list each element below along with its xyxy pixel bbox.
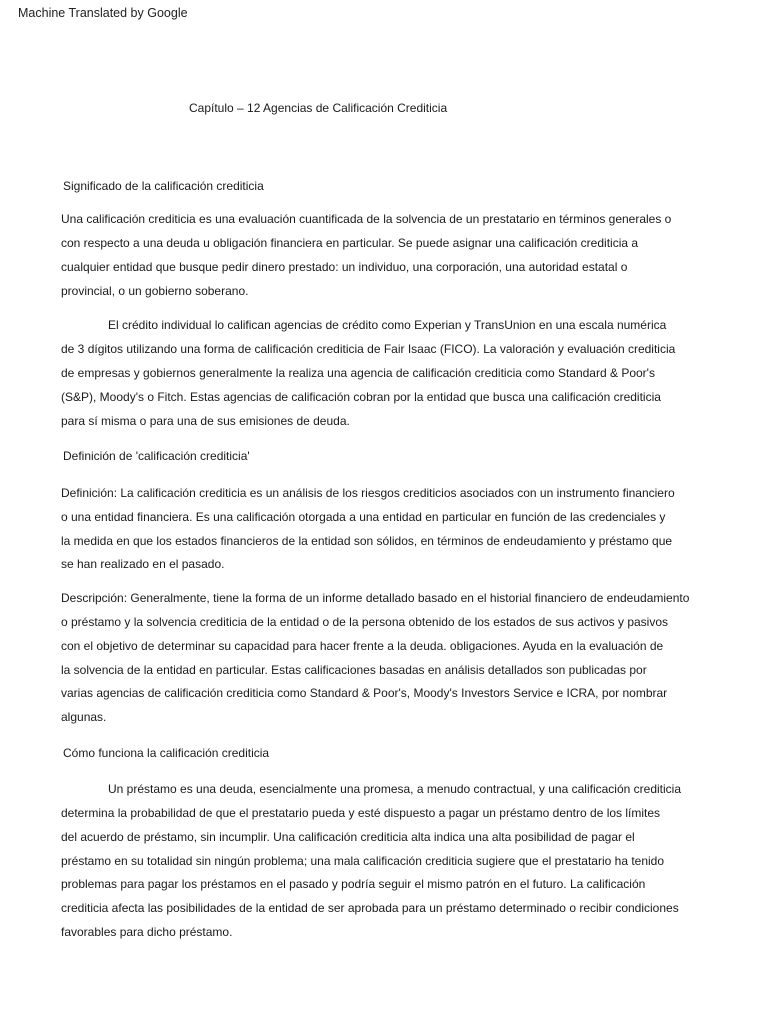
paragraph-line: se han realizado en el pasado.: [61, 557, 225, 571]
paragraph-line: Una calificación crediticia es una evaluación cuantificada de la solvencia de un prestatario en términos generales o: [61, 212, 672, 226]
paragraph-line: varias agencias de calificación crediticia como Standard & Poor's, Moody's Investors Service e ICRA, por nombrar: [61, 686, 668, 700]
paragraph-line: Definición: La calificación crediticia es un análisis de los riesgos crediticios asociados con un instrumento financiero: [61, 486, 675, 500]
paragraph-line: favorables para dicho préstamo.: [61, 925, 233, 939]
paragraph-line: la medida en que los estados financieros de la entidad son sólidos, en términos de endeudamiento y préstamo que: [61, 534, 673, 548]
section-heading-meaning: Significado de la calificación crediticia: [63, 179, 264, 193]
paragraph-line: provincial, o un gobierno soberano.: [61, 284, 249, 298]
paragraph-line: de 3 dígitos utilizando una forma de calificación crediticia de Fair Isaac (FICO). La valoración y evaluación crediticia: [61, 342, 676, 356]
chapter-title: Capítulo – 12 Agencias de Calificación Crediticia: [189, 101, 448, 115]
section-heading-how-it-works: Cómo funciona la calificación crediticia: [63, 746, 270, 760]
paragraph-line: Un préstamo es una deuda, esencialmente una promesa, a menudo contractual, y una calificación crediticia: [108, 782, 681, 796]
paragraph-line: El crédito individual lo califican agencias de crédito como Experian y TransUnion en una escala numérica: [108, 318, 667, 332]
paragraph-line: con respecto a una deuda u obligación financiera en particular. Se puede asignar una calificación crediticia a: [61, 236, 639, 250]
paragraph-line: de empresas y gobiernos generalmente la realiza una agencia de calificación crediticia como Standard & Poor's: [61, 366, 655, 380]
paragraph-line: préstamo en su totalidad sin ningún problema; una mala calificación crediticia sugiere que el prestatario ha tenido: [61, 854, 665, 868]
paragraph-line: o una entidad financiera. Es una calificación otorgada a una entidad en particular en función de las credenciales y: [61, 510, 666, 524]
paragraph-line: con el objetivo de determinar su capacidad para hacer frente a la deuda. obligaciones. Ayuda en la evaluación de: [61, 639, 664, 653]
paragraph-line: determina la probabilidad de que el prestatario pueda y esté dispuesto a pagar un préstamo dentro de los límites: [61, 806, 661, 820]
paragraph-line: del acuerdo de préstamo, sin incumplir. Una calificación crediticia alta indica una alta posibilidad de pagar el: [61, 830, 635, 844]
paragraph-line: cualquier entidad que busque pedir dinero prestado: un individuo, una corporación, una autoridad estatal o: [61, 260, 628, 274]
machine-translation-banner: Machine Translated by Google: [18, 6, 188, 20]
paragraph-line: problemas para pagar los préstamos en el pasado y podría seguir el mismo patrón en el futuro. La calificación: [61, 877, 646, 891]
paragraph-line: algunas.: [61, 710, 107, 724]
paragraph-line: Descripción: Generalmente, tiene la forma de un informe detallado basado en el historial financiero de endeudamiento: [61, 591, 690, 605]
paragraph-line: o préstamo y la solvencia crediticia de la entidad o de la persona obtenido de los estados de sus activos y pasivos: [61, 615, 669, 629]
paragraph-line: para sí misma o para una de sus emisiones de deuda.: [61, 414, 350, 428]
section-heading-definition: Definición de 'calificación crediticia': [63, 449, 250, 463]
paragraph-line: (S&P), Moody's o Fitch. Estas agencias de calificación cobran por la entidad que busca una calificación crediticia: [61, 390, 661, 404]
paragraph-line: la solvencia de la entidad en particular. Estas calificaciones basadas en análisis detallados son publicadas por: [61, 663, 647, 677]
paragraph-line: crediticia afecta las posibilidades de la entidad de ser aprobada para un préstamo determinado o recibir condiciones: [61, 901, 679, 915]
